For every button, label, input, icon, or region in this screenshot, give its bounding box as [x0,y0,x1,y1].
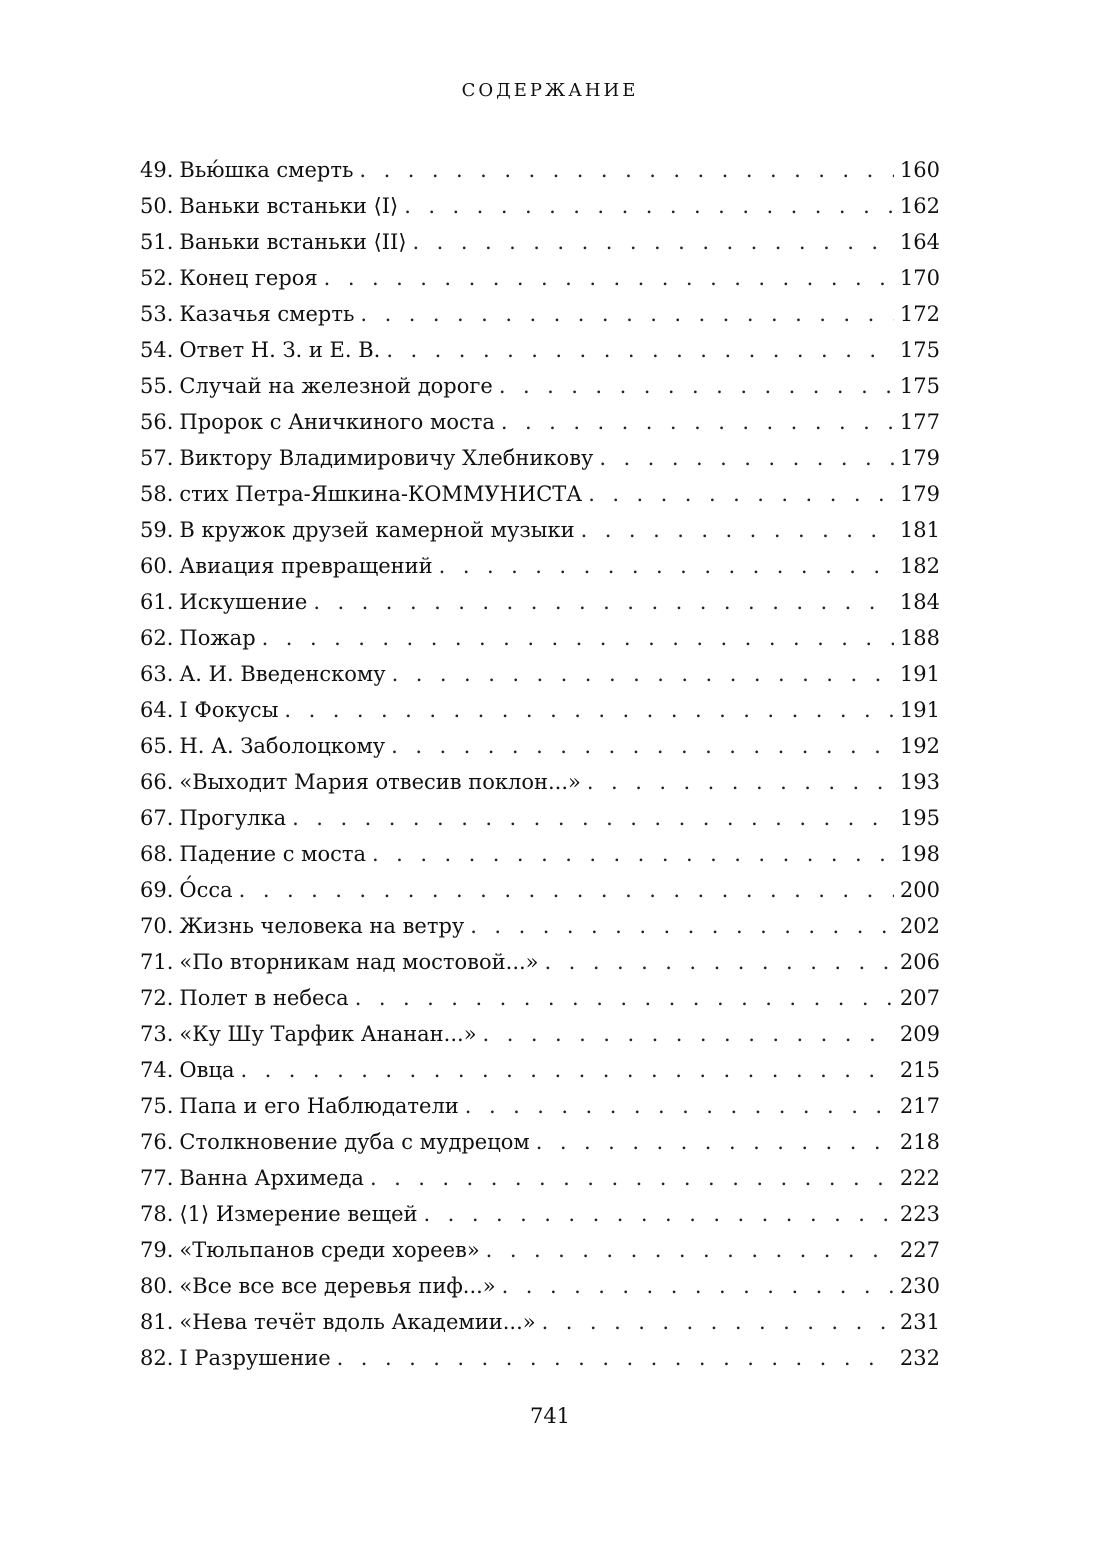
dot-leader [502,1268,894,1304]
dot-leader [542,1304,894,1340]
entry-title: «Нева течёт вдоль Академии...» [179,1310,536,1334]
toc-entry [140,1052,940,1088]
dot-leader [239,872,894,908]
toc-entry [140,656,940,692]
entry-title: Казачья смерть [179,302,355,326]
entry-number: 60. [140,554,174,578]
toc-entry [140,188,940,224]
entry-number: 69. [140,878,174,902]
entry-number: 77. [140,1166,174,1190]
entry-page-number: 188 [899,626,940,650]
entry-page-number: 172 [899,302,940,326]
dot-leader [588,476,894,512]
entry-title: Ваньки встаньки ⟨I⟩ [179,194,399,218]
dot-leader [386,332,894,368]
entry-page-number: 160 [899,158,940,182]
table-of-contents [140,152,940,1376]
entry-number: 78. [140,1202,174,1226]
page-number: 741 [529,1404,571,1428]
dot-leader [324,260,894,296]
dot-leader [284,692,893,728]
entry-page-number: 217 [899,1094,940,1118]
dot-leader [391,728,894,764]
entry-number: 79. [140,1238,174,1262]
entry-title: стих Петра-Яшкина-КОММУНИСТА [179,482,583,506]
running-head: СОДЕРЖАНИЕ [461,80,639,101]
entry-number: 64. [140,698,174,722]
entry-title: Ванна Архимеда [179,1166,364,1190]
dot-leader [392,656,894,692]
toc-entry [140,980,940,1016]
entry-title: «По вторникам над мостовой...» [179,950,539,974]
toc-entry [140,260,940,296]
entry-title: Искушение [179,590,308,614]
toc-entry [140,1160,940,1196]
entry-page-number: 184 [899,590,940,614]
entry-title: Пожар [179,626,256,650]
entry-title: Падение с моста [179,842,367,866]
entry-page-number: 192 [899,734,940,758]
toc-entry [140,1124,940,1160]
dot-leader [599,440,894,476]
entry-title: Ответ Н. З. и Е. В. [179,338,381,362]
entry-number: 73. [140,1022,174,1046]
dot-leader [240,1052,893,1088]
dot-leader [501,404,894,440]
entry-page-number: 218 [899,1130,940,1154]
entry-title: Виктору Владимировичу Хлебникову [179,446,594,470]
entry-number: 49. [140,158,174,182]
entry-page-number: 182 [899,554,940,578]
dot-leader [424,1196,894,1232]
toc-entry [140,1196,940,1232]
dot-leader [413,224,894,260]
dot-leader [359,152,893,188]
entry-page-number: 177 [899,410,940,434]
entry-number: 72. [140,986,174,1010]
entry-title: Конец героя [179,266,318,290]
entry-page-number: 164 [899,230,940,254]
entry-page-number: 230 [899,1274,940,1298]
dot-leader [465,1088,894,1124]
dot-leader [470,908,894,944]
entry-number: 70. [140,914,174,938]
entry-number: 54. [140,338,174,362]
dot-leader [439,548,894,584]
entry-title: ⟨1⟩ Измерение вещей [179,1202,418,1226]
entry-title: Папа и его Наблюдатели [179,1094,459,1118]
toc-entry [140,1340,940,1376]
entry-number: 67. [140,806,174,830]
entry-title: Вью́шка смерть [179,158,354,182]
entry-page-number: 162 [899,194,940,218]
entry-page-number: 232 [899,1346,940,1370]
entry-title: Авиация превращений [179,554,433,578]
entry-number: 51. [140,230,174,254]
toc-entry [140,800,940,836]
entry-title: Полет в небеса [179,986,349,1010]
dot-leader [499,368,894,404]
dot-leader [370,1160,894,1196]
toc-entry [140,296,940,332]
toc-entry [140,1232,940,1268]
entry-number: 74. [140,1058,174,1082]
dot-leader [360,296,893,332]
toc-entry [140,1268,940,1304]
dot-leader [372,836,894,872]
toc-entry [140,224,940,260]
toc-entry [140,476,940,512]
entry-page-number: 191 [899,662,940,686]
entry-page-number: 231 [899,1310,940,1334]
dot-leader [292,800,894,836]
toc-entry [140,512,940,548]
entry-number: 57. [140,446,174,470]
entry-page-number: 175 [899,374,940,398]
dot-leader [483,1016,894,1052]
toc-entry [140,1088,940,1124]
dot-leader [262,620,894,656]
entry-number: 61. [140,590,174,614]
entry-number: 80. [140,1274,174,1298]
entry-page-number: 207 [899,986,940,1010]
toc-entry [140,584,940,620]
entry-number: 63. [140,662,174,686]
entry-title: Ваньки встаньки ⟨II⟩ [179,230,407,254]
entry-page-number: 206 [899,950,940,974]
entry-number: 71. [140,950,174,974]
dot-leader [313,584,894,620]
entry-page-number: 181 [899,518,940,542]
entry-number: 65. [140,734,174,758]
entry-title: I Фокусы [179,698,279,722]
entry-number: 66. [140,770,174,794]
entry-number: 59. [140,518,174,542]
entry-page-number: 193 [899,770,940,794]
entry-number: 56. [140,410,174,434]
toc-entry [140,1016,940,1052]
entry-page-number: 222 [899,1166,940,1190]
entry-page-number: 227 [899,1238,940,1262]
entry-number: 53. [140,302,174,326]
dot-leader [545,944,894,980]
toc-entry [140,836,940,872]
toc-entry [140,440,940,476]
toc-entry [140,908,940,944]
entry-title: В кружок друзей камерной музыки [179,518,575,542]
entry-page-number: 170 [899,266,940,290]
toc-entry [140,368,940,404]
toc-entry [140,620,940,656]
entry-number: 68. [140,842,174,866]
toc-entry [140,728,940,764]
toc-entry [140,944,940,980]
entry-title: Случай на железной дороге [179,374,493,398]
entry-title: А. И. Введенскому [179,662,386,686]
entry-page-number: 191 [899,698,940,722]
entry-number: 82. [140,1346,174,1370]
entry-title: «Тюльпанов среди хореев» [179,1238,480,1262]
entry-title: Прогулка [179,806,287,830]
entry-page-number: 198 [899,842,940,866]
entry-number: 81. [140,1310,174,1334]
toc-entry [140,872,940,908]
dot-leader [587,764,894,800]
entry-page-number: 179 [899,482,940,506]
entry-number: 50. [140,194,174,218]
entry-number: 58. [140,482,174,506]
toc-entry [140,1304,940,1340]
entry-number: 52. [140,266,174,290]
entry-page-number: 223 [899,1202,940,1226]
entry-number: 75. [140,1094,174,1118]
dot-leader [536,1124,894,1160]
entry-title: Пророк с Аничкиного моста [179,410,495,434]
toc-entry [140,764,940,800]
entry-number: 62. [140,626,174,650]
dot-leader [337,1340,894,1376]
entry-page-number: 195 [899,806,940,830]
dot-leader [581,512,894,548]
dot-leader [404,188,894,224]
entry-page-number: 175 [899,338,940,362]
entry-page-number: 202 [899,914,940,938]
toc-entry [140,152,940,188]
entry-title: «Выходит Мария отвесив поклон...» [179,770,581,794]
toc-entry [140,548,940,584]
entry-title: «Все все все деревья пиф...» [179,1274,496,1298]
entry-title: Жизнь человека на ветру [179,914,465,938]
entry-title: I Разрушение [179,1346,331,1370]
entry-page-number: 209 [899,1022,940,1046]
toc-entry [140,332,940,368]
entry-page-number: 215 [899,1058,940,1082]
entry-number: 55. [140,374,174,398]
toc-entry [140,404,940,440]
entry-title: «Ку Шу Тарфик Ананан...» [179,1022,477,1046]
entry-title: Н. А. Заболоцкому [179,734,386,758]
entry-page-number: 200 [899,878,940,902]
toc-entry [140,692,940,728]
entry-number: 76. [140,1130,174,1154]
entry-title: Овца [179,1058,235,1082]
entry-page-number: 179 [899,446,940,470]
dot-leader [355,980,894,1016]
dot-leader [486,1232,894,1268]
entry-title: О́сса [179,878,233,902]
entry-title: Столкновение дуба с мудрецом [179,1130,530,1154]
